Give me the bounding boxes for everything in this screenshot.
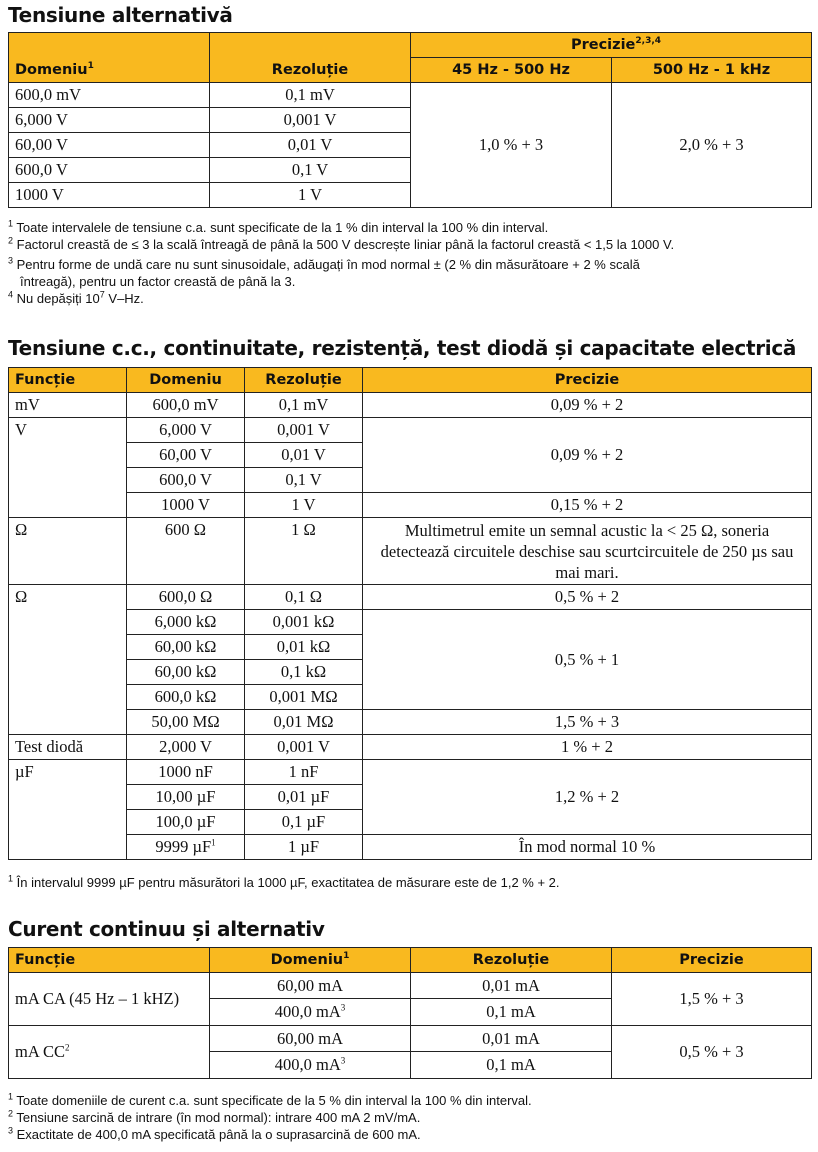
cell-domain: 60,00 V	[127, 443, 245, 468]
footnote: $^1$ Toate intervalele de tensiune c.a. sunt specificate de la 1 % din interval la 100 % din interval.	[8, 218, 549, 235]
cell-function: µF	[9, 760, 127, 860]
cell-domain: 600,0 mV	[127, 393, 245, 418]
cell-precision: 0,15 % + 2	[363, 493, 812, 518]
table-row	[9, 973, 812, 999]
cell-domain: 9999 µF$^1$	[127, 835, 245, 860]
footnote: $^4$ Nu depășiți $10^7$ V–Hz.	[8, 289, 144, 306]
cell-precision: 0,5 % + 3	[612, 1026, 812, 1079]
cell-resolution: 0,001 V	[210, 108, 411, 133]
table-row	[9, 393, 812, 418]
cell-resolution: 0,1 V	[210, 158, 411, 183]
header-resolution: Rezoluție	[411, 948, 612, 973]
header-function: Funcție	[9, 948, 210, 973]
cell-resolution: 0,001 MΩ	[245, 685, 363, 710]
cell-domain: 600 Ω	[127, 518, 245, 585]
table-row	[9, 83, 812, 108]
cell-precision-500-1k: 2,0 % + 3	[612, 83, 812, 208]
cell-domain: 600,0 kΩ	[127, 685, 245, 710]
cell-resolution: 0,01 mA	[411, 973, 612, 999]
cell-function: mA $CC^2$	[9, 1026, 210, 1079]
section-title-ac-voltage: Tensiune alternativă	[8, 3, 233, 27]
cell-resolution: 1 nF	[245, 760, 363, 785]
cell-domain: 60,00 V	[9, 133, 210, 158]
header-resolution: Rezoluție	[245, 368, 363, 393]
header-precision: Precizie	[363, 368, 812, 393]
cell-domain: 2,000 V	[127, 735, 245, 760]
footnote: $^2$ Factorul creastă de ≤ 3 la scală întreagă de până la 500 V descrește liniar până la factorul creastă < 1,5 la 1000 V.	[8, 235, 675, 252]
table-row	[9, 493, 812, 518]
table-row	[9, 710, 812, 735]
table-row	[9, 518, 812, 585]
cell-resolution: 0,01 µF	[245, 785, 363, 810]
cell-domain: 10,00 µF	[127, 785, 245, 810]
cell-resolution: 0,01 MΩ	[245, 710, 363, 735]
header-domain: Domeniu	[127, 368, 245, 393]
cell-resolution: 0,1 mV	[245, 393, 363, 418]
cell-precision: În mod normal 10 %	[363, 835, 812, 860]
cell-precision: 0,09 % + 2	[363, 393, 812, 418]
cell-resolution: 0,001 V	[245, 418, 363, 443]
cell-function: mV	[9, 393, 127, 418]
dc-voltage-table	[8, 367, 812, 860]
header-domain: Domeniu$^1$	[9, 33, 210, 83]
cell-resolution: 1 µF	[245, 835, 363, 860]
cell-domain: 6,000 kΩ	[127, 610, 245, 635]
cell-resolution: 1 Ω	[245, 518, 363, 585]
cell-resolution: 0,01 kΩ	[245, 635, 363, 660]
cell-domain: 1000 V	[127, 493, 245, 518]
cell-function: Ω	[9, 518, 127, 585]
cell-resolution: 0,1 mA	[411, 999, 612, 1026]
cell-resolution: 0,1 mA	[411, 1052, 612, 1079]
cell-precision: 0,5 % + 2	[363, 585, 812, 610]
cell-resolution: 0,01 V	[210, 133, 411, 158]
cell-domain: 600,0 V	[127, 468, 245, 493]
cell-function: Test diodă	[9, 735, 127, 760]
cell-precision-45-500: 1,0 % + 3	[411, 83, 612, 208]
footnote: $^3$ Pentru forme de undă care nu sunt sinusoidale, adăugați în mod normal ± (2 % din măsurătoare + 2 % scală	[8, 255, 640, 272]
header-domain: Domeniu$^1$	[210, 948, 411, 973]
header-freq-45-500: 45 Hz - 500 Hz	[411, 58, 612, 83]
cell-function: V	[9, 418, 127, 518]
footnote: $^2$ Tensiune sarcină de intrare (în mod normal): intrare 400 mA 2 mV/mA.	[8, 1108, 421, 1125]
cell-resolution: 0,1 kΩ	[245, 660, 363, 685]
footnote: $^1$ Toate domeniile de curent c.a. sunt specificate de la 5 % din interval la 100 % din interval.	[8, 1091, 532, 1108]
footnote: $^1$ În intervalul 9999 µF pentru măsurători la 1000 µF, exactitatea de măsurare este de 1,2 % + 2.	[8, 873, 560, 890]
cell-resolution: 0,01 V	[245, 443, 363, 468]
cell-resolution: 0,1 mV	[210, 83, 411, 108]
header-resolution: Rezoluție	[210, 33, 411, 83]
table-row	[9, 760, 812, 785]
cell-precision: Multimetrul emite un semnal acustic la < 25 Ω, soneria detectează circuitele deschise sau scurtcircuitele de 250 µs sau mai mari.	[363, 518, 812, 585]
cell-resolution: 0,1 Ω	[245, 585, 363, 610]
cell-precision: 1 % + 2	[363, 735, 812, 760]
cell-domain: 6,000 V	[9, 108, 210, 133]
cell-domain: 100,0 µF	[127, 810, 245, 835]
cell-precision: 1,2 % + 2	[363, 760, 812, 835]
cell-domain: 60,00 kΩ	[127, 660, 245, 685]
footnote-continuation: întreagă), pentru un factor creastă de până la 3.	[20, 274, 296, 289]
cell-domain: 600,0 Ω	[127, 585, 245, 610]
table-row	[9, 585, 812, 610]
table-row	[9, 610, 812, 635]
section-title-current: Curent continuu și alternativ	[8, 917, 325, 941]
cell-resolution: 1 V	[210, 183, 411, 208]
cell-resolution: 0,01 mA	[411, 1026, 612, 1052]
header-precision: Precizie	[612, 948, 812, 973]
cell-function: mA CA (45 Hz – 1 kHZ)	[9, 973, 210, 1026]
current-footnotes	[8, 1092, 532, 1143]
cell-domain: 60,00 mA	[210, 973, 411, 999]
current-table	[8, 947, 812, 1079]
cell-domain: 600,0 V	[9, 158, 210, 183]
cell-resolution: 0,1 V	[245, 468, 363, 493]
cell-resolution: 0,001 kΩ	[245, 610, 363, 635]
section-title-dc-voltage: Tensiune c.c., continuitate, rezistență, test diodă și capacitate electrică	[8, 336, 797, 360]
cell-resolution: 0,001 V	[245, 735, 363, 760]
ac-voltage-footnotes	[8, 219, 674, 307]
cell-domain: 50,00 MΩ	[127, 710, 245, 735]
cell-precision: 0,5 % + 1	[363, 610, 812, 710]
ac-voltage-table	[8, 32, 812, 208]
cell-resolution: 1 V	[245, 493, 363, 518]
cell-precision: 1,5 % + 3	[612, 973, 812, 1026]
header-freq-500-1k: 500 Hz - 1 kHz	[612, 58, 812, 83]
cell-domain: 1000 V	[9, 183, 210, 208]
table-row	[9, 735, 812, 760]
cell-function: Ω	[9, 585, 127, 735]
cell-domain: 400,0 $mA^3$	[210, 1052, 411, 1079]
table-row	[9, 835, 812, 860]
cell-domain: 60,00 kΩ	[127, 635, 245, 660]
table-row	[9, 418, 812, 443]
header-precision: Precizie$^{2,3,4}$	[411, 33, 812, 58]
header-function: Funcție	[9, 368, 127, 393]
cell-precision: 0,09 % + 2	[363, 418, 812, 493]
footnote: $^3$ Exactitate de 400,0 mA specificată până la o suprasarcină de 600 mA.	[8, 1125, 421, 1142]
table-row	[9, 1026, 812, 1052]
cell-domain: 60,00 mA	[210, 1026, 411, 1052]
cell-domain: 400,0 $mA^3$	[210, 999, 411, 1026]
dc-voltage-footnotes	[8, 874, 560, 891]
cell-precision: 1,5 % + 3	[363, 710, 812, 735]
cell-resolution: 0,1 µF	[245, 810, 363, 835]
cell-domain: 1000 nF	[127, 760, 245, 785]
cell-domain: 600,0 mV	[9, 83, 210, 108]
cell-domain: 6,000 V	[127, 418, 245, 443]
